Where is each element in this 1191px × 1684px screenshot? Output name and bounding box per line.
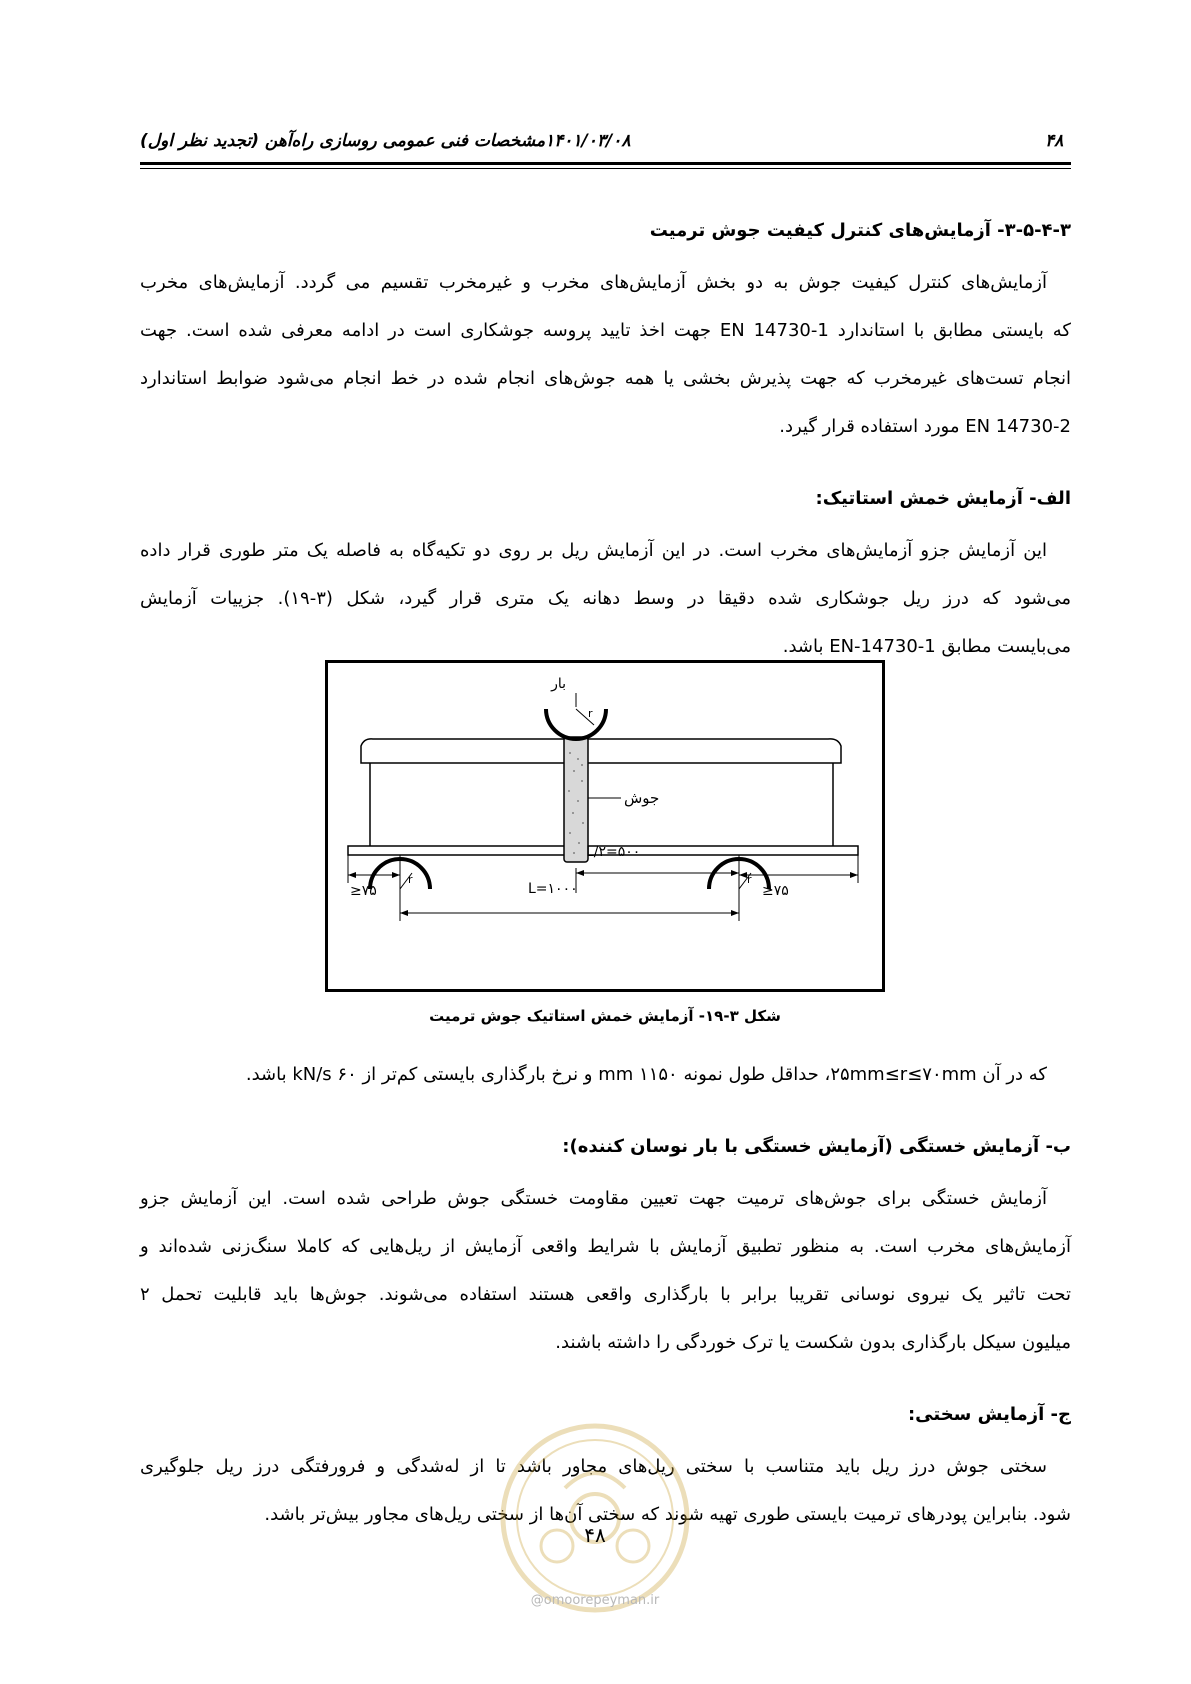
header-rule-thick [140, 162, 1071, 165]
paragraph-line: این آزمایش جزو آزمایش‌های مخرب است. در این آزمایش ریل بر روی دو تکیه‌گاه به فاصله یک متر طوری قرار داده [140, 540, 1047, 561]
load-roller [546, 709, 606, 739]
paragraph-line: می‌شود که درز ریل جوشکاری شده دقیقا در وسط دهانه یک متری قرار گیرد، شکل (۳-۱۹). جزییات آزمایش [140, 588, 1071, 609]
r-label-top: r [588, 707, 593, 720]
half-span-label: L/۲=۵۰۰ [586, 844, 641, 860]
paragraph-line: می‌بایست مطابق EN-14730-1 باشد. [782, 636, 1071, 657]
load-label: بار [551, 676, 566, 692]
rail-head [361, 739, 841, 763]
weld-zone [564, 737, 588, 862]
header-title: مشخصات فنی عمومی روسازی راه‌آهن (تجدید نظر اول) [140, 131, 546, 151]
header-date: ۱۴۰۱/۰۳/۰۸ [545, 131, 631, 151]
section-title: ۳-۵-۴-۳- آزمایش‌های کنترل کیفیت جوش ترمیت [649, 220, 1071, 241]
paragraph-line: آزمایش خستگی برای جوش‌های ترمیت جهت تعیین مقاومت خستگی جوش طراحی شده است. این آزمایش جزو [140, 1188, 1047, 1209]
paragraph-line: تحت تاثیر یک نیروی نوسانی تقریبا برابر با بارگذاری واقعی هستند استفاده می‌شوند. جوش‌ها باید قابلیت تحمل ۲ [140, 1284, 1071, 1305]
paragraph-line: EN 14730-2 مورد استفاده قرار گیرد. [779, 416, 1071, 437]
paragraph-line: سختی جوش درز ریل باید متناسب با سختی ریل‌های مجاور باشد تا از له‌شدگی و فرورفتگی درز ریل جلوگیری [140, 1456, 1047, 1477]
watermark-stamp [495, 1418, 695, 1618]
paragraph-line: آزمایش‌های کنترل کیفیت جوش به دو بخش آزمایش‌های مخرب و غیرمخرب تقسیم می گردد. آزمایش‌های مخرب [140, 272, 1047, 293]
r-label-left: r [408, 873, 413, 886]
hardness-heading: ج- آزمایش سختی: [907, 1404, 1071, 1425]
fatigue-heading: ب- آزمایش خستگی (آزمایش خستگی با بار نوسان کننده): [562, 1136, 1071, 1157]
header-page-number: ۴۸ [1045, 131, 1064, 151]
header-rule-thin [140, 168, 1071, 169]
paragraph-line: انجام تست‌های غیرمخرب که جهت پذیرش بخشی یا همه جوش‌های انجام شده در خط انجام می‌شود ضوابط استاندارد [140, 368, 1071, 389]
span-label: L=۱۰۰۰ [528, 881, 578, 897]
paragraph-line: که در آن ۲۵mm≤r≤۷۰mm، حداقل طول نمونه ۱۱۵۰ mm و نرخ بارگذاری بایستی کم‌تر از ۶۰ kN/s باشد. [245, 1064, 1047, 1085]
footer-page-number: ۴۸ [584, 1523, 606, 1547]
overhang-right-label: ≥۷۵ [762, 883, 789, 899]
paragraph-line: آزمایش‌های مخرب است. به منظور تطبیق آزمایش با شرایط واقعی آزمایش از ریل‌هایی که کاملا سنگ‌زنی شده‌اند و [140, 1236, 1071, 1257]
paragraph-line: میلیون سیکل بارگذاری بدون شکست یا ترک خوردگی را داشته باشند. [555, 1332, 1071, 1353]
paragraph-line: شود. بنابراین پودرهای ترمیت بایستی طوری تهیه شوند که سختی آن‌ها از سختی ریل‌های مجاور بیش‌تر باشد. [264, 1504, 1071, 1525]
weld-label: جوش [624, 789, 660, 807]
overhang-left-label: ≥۷۵ [350, 883, 377, 899]
r-label-right: r [747, 873, 752, 886]
figure-static-bending [325, 660, 885, 992]
figure-drawing [328, 663, 882, 989]
figure-caption: شکل ۳-۱۹- آزمایش خمش استاتیک جوش ترمیت [429, 1007, 781, 1025]
static-bending-heading: الف- آزمایش خمش استاتیک: [815, 488, 1071, 509]
footer-website: @omoorepeyman.ir [530, 1593, 660, 1608]
paragraph-line: که بایستی مطابق با استاندارد EN 14730-1 جهت اخذ تایید پروسه جوشکاری است در ادامه معرفی شده است. جهت [140, 320, 1071, 341]
